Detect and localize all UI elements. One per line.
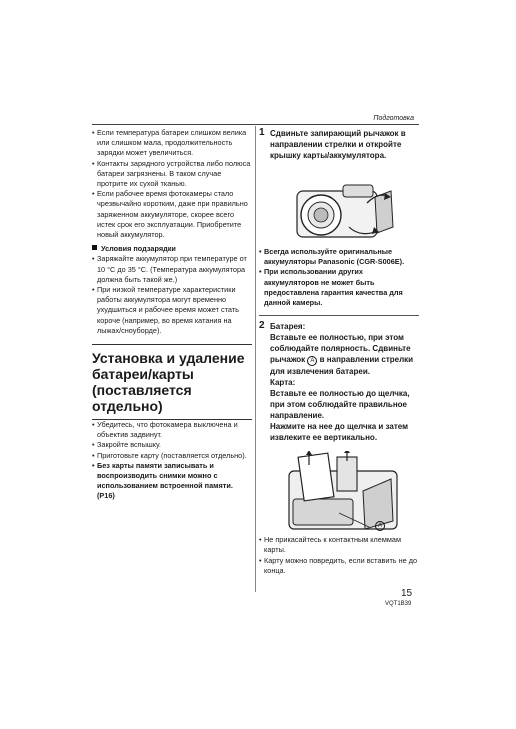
column-divider bbox=[255, 126, 256, 592]
list-item: • Закройте вспышку. bbox=[92, 440, 252, 450]
top-rule bbox=[92, 124, 419, 125]
notes-battery bbox=[259, 247, 419, 308]
bullets-bottom bbox=[92, 420, 252, 502]
right-column bbox=[259, 128, 419, 576]
step-number: 1 bbox=[259, 127, 265, 138]
step-text: Сдвиньте запирающий рычажок в направлении стрелки и откройте крышку карты/аккумулятора. bbox=[270, 129, 406, 160]
step-line: Вставьте ее полностью до щелчка, при этом соблюдайте правильное направление. bbox=[270, 389, 410, 421]
list-item: • При низкой температуре характеристики работы аккумулятора могут временно ухудшиться и рабочее время может стать короче (например, во время катания на лыжах/сноуборде). bbox=[92, 285, 252, 336]
list-item: • Не прикасайтесь к контактным клеммам карты. bbox=[259, 535, 419, 555]
list-item: • Контакты зарядного устройства либо полюса батареи загрязнены. В таком случае протрите их сухой тканью. bbox=[92, 159, 252, 190]
camera-open-door-illustration bbox=[279, 169, 404, 247]
document-code: VQT1B39 bbox=[385, 601, 412, 607]
left-column bbox=[92, 128, 252, 502]
notes-card bbox=[259, 535, 419, 576]
bullets-top bbox=[92, 128, 252, 240]
battery-card-insertion-illustration bbox=[279, 451, 409, 535]
step-line: Батарея: bbox=[270, 322, 306, 332]
marker-a-icon: A bbox=[375, 521, 385, 531]
step-text: в направлении стрелки для извлечения батареи. bbox=[270, 355, 414, 377]
list-item: • Если рабочее время фотокамеры стало чрезвычайно коротким, даже при правильно заряженном аккумуляторе, скорее всего истек срок его эксплуатации. Приобретите новый аккумулятор. bbox=[92, 189, 252, 240]
step-line bbox=[270, 332, 419, 377]
bullets-charge bbox=[92, 254, 252, 336]
marker-a-icon: A bbox=[307, 356, 317, 366]
list-item: • Заряжайте аккумулятор при температуре от 10 °C до 35 °C. (Температура аккумулятора должна быть такой же.) bbox=[92, 254, 252, 285]
subheading-text: Условия подзарядки bbox=[101, 244, 176, 254]
step-line: Карта: bbox=[270, 378, 296, 388]
list-item: • При использовании других аккумуляторов не может быть предоставлена гарантия качества для данной камеры. bbox=[259, 267, 419, 308]
list-item: • Всегда используйте оригинальные аккумуляторы Panasonic (CGR-S006E). bbox=[259, 247, 419, 267]
page-number: 15 bbox=[401, 588, 413, 599]
step-text: Вставьте ее полностью, при этом соблюдайте полярность. Сдвиньте рычажок bbox=[270, 333, 411, 365]
list-item: • Убедитесь, что фотокамера выключена и объектив задвинут. bbox=[92, 420, 252, 440]
divider bbox=[259, 315, 419, 316]
section-label: Подготовка bbox=[373, 115, 414, 122]
step-1 bbox=[259, 128, 419, 161]
list-item-bold: • Без карты памяти записывать и воспроизводить снимки можно с использованием встроенной памяти. (P16) bbox=[92, 461, 252, 502]
charging-conditions-heading bbox=[92, 244, 252, 254]
step-line: Нажмите на нее до щелчка и затем извлеките ее вертикально. bbox=[270, 422, 409, 443]
list-item: • Если температура батареи слишком велика или слишком мала, продолжительность зарядки может увеличиться. bbox=[92, 128, 252, 159]
square-bullet-icon bbox=[92, 245, 97, 250]
section-heading: Установка и удаление батареи/карты (поставляется отдельно) bbox=[92, 344, 252, 420]
list-item: • Приготовьте карту (поставляется отдельно). bbox=[92, 451, 252, 461]
step-number: 2 bbox=[259, 320, 265, 332]
list-item: • Карту можно повредить, если вставить не до конца. bbox=[259, 556, 419, 576]
step-2 bbox=[259, 321, 419, 443]
